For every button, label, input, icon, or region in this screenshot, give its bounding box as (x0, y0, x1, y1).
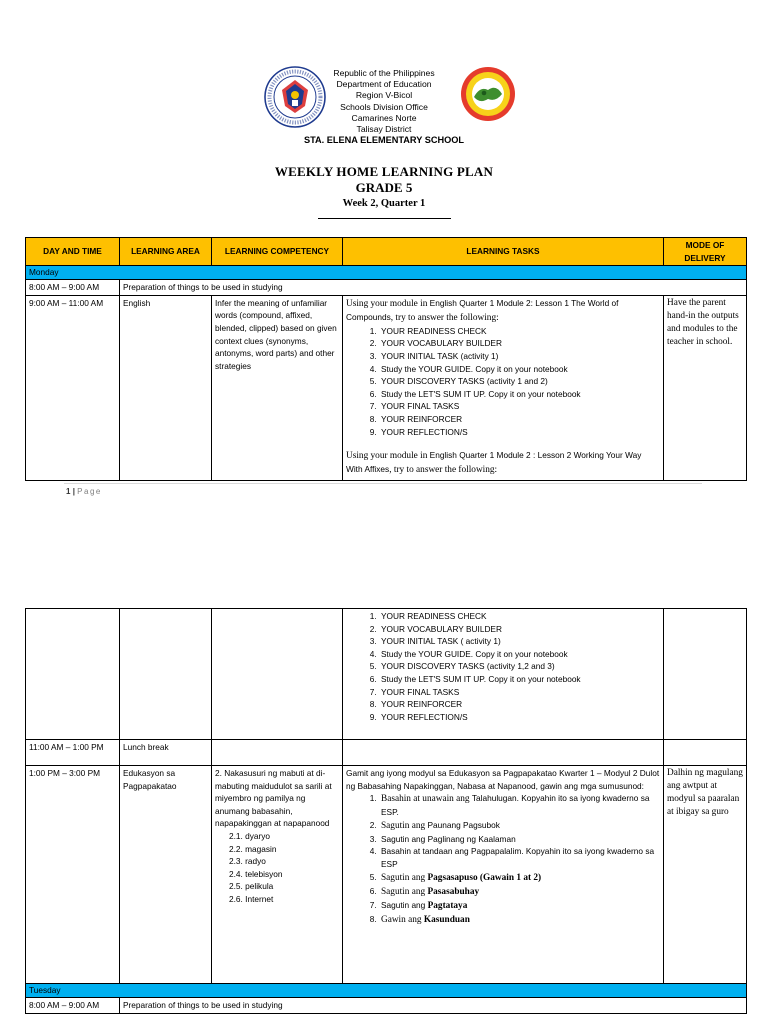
competency-subitem: 2.2. magasin (229, 843, 277, 854)
table-row (26, 766, 747, 984)
learning-area-cell: English (120, 295, 212, 480)
page-footer (66, 487, 102, 496)
activity-cell: Preparation of things to be used in studying (120, 280, 747, 296)
tasks-intro-text: Using your module in (346, 451, 430, 462)
task-prefix: Sagutin ang (381, 833, 428, 844)
list-item: 7. YOUR FINAL TASKS (379, 686, 660, 699)
task-prefix: Sagutin ang (381, 886, 428, 897)
competency-cell (212, 740, 343, 766)
table-row (26, 295, 747, 480)
task-text: Talahulugan. Kopyahin ito sa iyong kwaderno sa ESP. (381, 793, 650, 818)
competency-subitem: 2.5. pelikula (229, 881, 274, 892)
task-prefix: Sagutin ang (381, 820, 428, 831)
task-prefix: Basahin at tandaan ang (381, 846, 471, 857)
list-item (379, 833, 660, 846)
tasks-cell (343, 609, 664, 740)
learning-area-cell (120, 609, 212, 740)
list-item (379, 845, 660, 870)
time-cell: 9:00 AM – 11:00 AM (26, 295, 120, 480)
plan-week: Week 2, Quarter 1 (342, 198, 426, 209)
list-item: 9. YOUR REFLECTION/S (379, 426, 660, 439)
table-header-row (26, 238, 747, 266)
letterhead-region: Region V-Bicol (355, 90, 413, 101)
tasks-intro-text: , try to answer the following: (389, 465, 498, 476)
table-row (26, 280, 747, 296)
title-underline (318, 218, 451, 219)
task-bold: Kasunduan (423, 914, 470, 925)
list-item: 3. YOUR INITIAL TASK (activity 1) (379, 350, 660, 363)
task-text: Paglinang ng Kaalaman (427, 833, 516, 844)
col-header-delivery: MODE OF DELIVERY (664, 238, 747, 266)
delivery-cell: Have the parent hand-in the outputs and modules to the teacher in school. (664, 295, 747, 480)
competency-subitem: 2.6. Internet (229, 893, 274, 904)
tasks-cell (343, 295, 664, 480)
day-label: Monday (26, 266, 747, 280)
delivery-cell (664, 609, 747, 740)
footer-divider (64, 483, 702, 484)
col-header-day-time: DAY AND TIME (26, 238, 120, 266)
list-item: 2. YOUR VOCABULARY BUILDER (379, 623, 660, 636)
module-name: English Quarter 1 Module 2: Lesson 1 The World of Compounds (346, 297, 619, 322)
tasks-cell (343, 740, 664, 766)
document-page-2 (0, 608, 768, 1024)
competency-cell (212, 609, 343, 740)
task-text: Paunang Pagsubok (427, 819, 500, 830)
list-item (379, 885, 660, 899)
task-bold: Pasasabuhay (427, 886, 480, 897)
list-item: 3. YOUR INITIAL TASK ( activity 1) (379, 635, 660, 648)
task-prefix: Gawin ang (381, 914, 424, 925)
time-cell: 1:00 PM – 3:00 PM (26, 766, 120, 984)
competency-subitem: 2.3. radyo (229, 856, 266, 867)
letterhead-division: Schools Division Office (340, 101, 428, 112)
task-list (346, 325, 660, 438)
competency-subitem: 2.4. telebisyon (229, 868, 283, 879)
tasks-cell (343, 766, 664, 984)
plan-title-block (0, 164, 768, 219)
learning-area-cell: Lunch break (120, 740, 212, 766)
tasks-intro (346, 297, 660, 325)
plan-grade: GRADE 5 (355, 180, 413, 195)
table-row (26, 740, 747, 766)
list-item: 4. Study the YOUR GUIDE. Copy it on your notebook (379, 648, 660, 661)
delivery-cell: Dalhin ng magulang ang awtput at modyul sa paaralan at ibigay sa guro (664, 766, 747, 984)
list-item: 5. YOUR DISCOVERY TASKS (activity 1 and 2) (379, 375, 660, 388)
task-list (346, 610, 660, 723)
plan-title: WEEKLY HOME LEARNING PLAN (274, 164, 494, 179)
letterhead-school: STA. ELENA ELEMENTARY SCHOOL (303, 135, 465, 146)
task-bold: Pagtataya (427, 900, 468, 911)
plan-table-page-1 (25, 237, 747, 481)
col-header-competency: LEARNING COMPETENCY (212, 238, 343, 266)
list-item: 2. YOUR VOCABULARY BUILDER (379, 337, 660, 350)
page-separator: | (72, 487, 75, 496)
competency-cell: Infer the meaning of unfamiliar words (compound, affixed, blended, clipped) based on given context clues (synonyms, antonyms, word parts) and other strategies (212, 295, 343, 480)
plan-table-page-2 (25, 608, 747, 1014)
letterhead-country: Republic of the Philippines (333, 68, 435, 78)
task-bold: Pagsasapuso (Gawain 1 at 2) (427, 872, 542, 883)
day-label: Tuesday (26, 984, 747, 998)
task-prefix: Basahin at unawain ang (381, 794, 472, 805)
list-item: 9. YOUR REFLECTION/S (379, 711, 660, 724)
tasks-intro-text: , try to answer the following: (390, 312, 499, 323)
list-item: 5. YOUR DISCOVERY TASKS (activity 1,2 and 3) (379, 660, 660, 673)
day-row-monday (26, 266, 747, 280)
time-cell: 8:00 AM – 9:00 AM (26, 998, 120, 1014)
list-item (379, 871, 660, 885)
list-item: 1. YOUR READINESS CHECK (379, 610, 660, 623)
time-cell: 8:00 AM – 9:00 AM (26, 280, 120, 296)
list-item (379, 819, 660, 833)
letterhead (0, 68, 768, 146)
col-header-tasks: LEARNING TASKS (343, 238, 664, 266)
col-header-learning-area: LEARNING AREA (120, 238, 212, 266)
document-page-1 (0, 0, 768, 510)
tasks-intro-2 (346, 449, 660, 477)
activity-cell: Preparation of things to be used in studying (120, 998, 747, 1014)
list-item: 4. Study the YOUR GUIDE. Copy it on your notebook (379, 363, 660, 376)
letterhead-department: Department of Education (336, 79, 432, 90)
day-row-tuesday (26, 984, 747, 998)
list-item: 6. Study the LET'S SUM IT UP. Copy it on your notebook (379, 388, 660, 401)
list-item (379, 792, 660, 819)
letterhead-district: Talisay District (356, 124, 412, 135)
letterhead-province: Camarines Norte (351, 112, 417, 123)
tasks-intro: Gamit ang iyong modyul sa Edukasyon sa Pagpapakatao Kwarter 1 – Modyul 2 Dulot ng Babasahing Napakinggan, Nabasa at Napanood, gawin ang mga sumusunod: (346, 768, 660, 791)
module-name: English Quarter 1 Module 2 : Lesson 2 Working Your Way With Affixes (346, 450, 642, 475)
list-item: 7. YOUR FINAL TASKS (379, 400, 660, 413)
page-gap (0, 510, 768, 608)
task-prefix: Sagutin ang (381, 872, 428, 883)
task-prefix: Sagutin ang (381, 899, 428, 910)
list-item: 1. YOUR READINESS CHECK (379, 325, 660, 338)
competency-subitem: 2.1. dyaryo (229, 830, 271, 841)
competency-cell (212, 766, 343, 984)
competency-text: 2. Nakasusuri ng mabuti at di-mabuting maidudulot sa sarili at miyembro ng pamilya ng anumang babasahin, napapakinggan at napapanood (215, 768, 332, 829)
list-item: 6. Study the LET'S SUM IT UP. Copy it on your notebook (379, 673, 660, 686)
list-item: 8. YOUR REINFORCER (379, 413, 660, 426)
page-number: 1 (66, 487, 71, 496)
learning-area-cell: Edukasyon sa Pagpapakatao (120, 766, 212, 984)
table-row (26, 609, 747, 740)
time-cell: 11:00 AM – 1:00 PM (26, 740, 120, 766)
delivery-cell (664, 740, 747, 766)
list-item (379, 913, 660, 927)
task-text: Pagpapalalim. Kopyahin ito sa iyong kwaderno sa ESP (381, 846, 655, 869)
table-row (26, 998, 747, 1014)
time-cell (26, 609, 120, 740)
page-word: Page (77, 487, 102, 496)
tasks-intro-text: Using your module in (346, 298, 430, 309)
task-list (346, 792, 660, 926)
list-item (379, 899, 660, 913)
list-item: 8. YOUR REINFORCER (379, 698, 660, 711)
